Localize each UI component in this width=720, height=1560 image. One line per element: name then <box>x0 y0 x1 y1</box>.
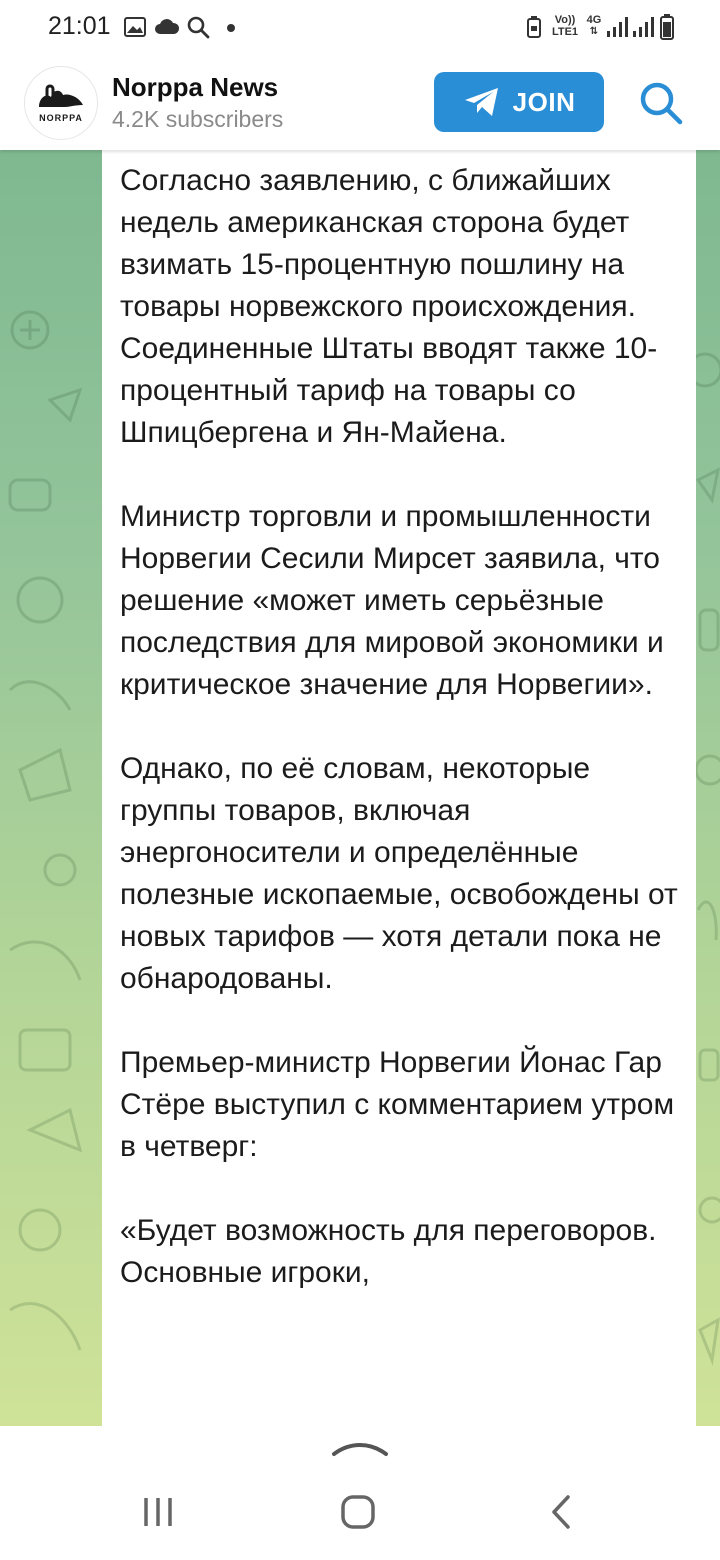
channel-avatar[interactable] <box>24 66 98 140</box>
bottom-bar <box>0 1426 720 1560</box>
join-button[interactable] <box>434 72 604 132</box>
cloud-icon <box>154 19 180 35</box>
dot-icon <box>226 23 236 33</box>
signal-icon <box>606 16 628 38</box>
battery-saver-icon <box>526 16 542 38</box>
join-label: JOIN <box>512 86 576 117</box>
home-icon[interactable] <box>340 1494 376 1530</box>
search-icon[interactable] <box>638 80 684 126</box>
subscriber-count: 4.2K subscribers <box>112 106 284 132</box>
channel-header <box>0 54 720 150</box>
status-time: 21:01 <box>48 12 111 40</box>
status-bar <box>0 0 720 54</box>
battery-icon <box>660 14 674 40</box>
search-icon <box>186 15 210 39</box>
signal-icon <box>632 16 654 38</box>
volte-icon <box>550 14 580 38</box>
avatar-label: NORPPA <box>39 113 83 123</box>
telegram-plane-icon <box>463 86 501 118</box>
gallery-icon <box>124 17 146 37</box>
channel-title[interactable]: Norppa News <box>112 72 279 102</box>
message-text: Согласно заявлению, с ближайших недель американская сторона будет взимать 15-процентную пошлину на товары норвежского происхождения. Соединенные Штаты вводят также 10-процентный тариф на товары со Шпицбергена и Ян-Майена. Министр торговли и промышленности Норвегии Сесили Мирсет заявила, что решение «может иметь серьёзные последствия для мировой экономики и критическое значение для Норвегии». Однако, по её словам, некоторые группы товаров, включая энергоносители и определённые полезные ископаемые, освобождены от новых тарифов — хотя детали пока не обнародованы. Премьер-министр Норвегии Йонас Гар Стёре выступил с комментарием утром в четверг: «Будет возможность для переговоров. Основные игроки, <box>120 164 678 1289</box>
chevron-up-icon[interactable] <box>330 1436 390 1458</box>
lte-label: LTE1 <box>551 26 579 38</box>
back-icon[interactable] <box>548 1494 574 1530</box>
seal-logo-icon <box>25 67 97 139</box>
4g-icon: 4G ⇅ <box>584 14 604 38</box>
4g-label: 4G <box>586 14 602 26</box>
volte-label: Vo)) <box>554 14 576 26</box>
recent-apps-icon[interactable] <box>140 1496 176 1528</box>
